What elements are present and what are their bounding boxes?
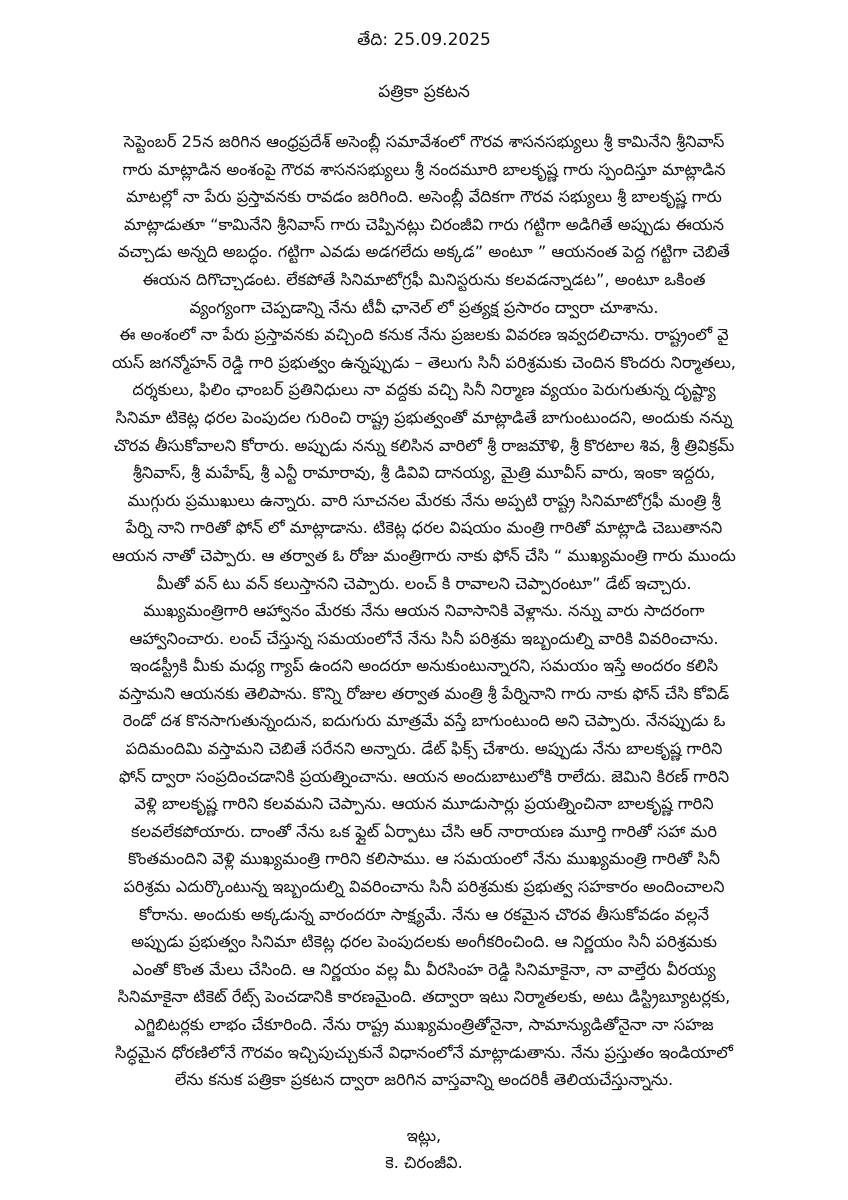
closing-line: ఇట్లు,: [406, 1125, 442, 1145]
body-line: ఇండస్ట్రీకి మీకు మధ్య గ్యాప్ ఉందని అందరూ అనుకుంటున్నారని, సమయం ఇస్తే అందరం కలిసి: [129, 656, 719, 676]
body-line: యస్ జగన్మోహన్ రెడ్డి గారి ప్రభుత్వం ఉన్నప్పుడు – తెలుగు సినీ పరిశ్రమకు చెందిన కొందరు నిర్మాతలు,: [112, 352, 736, 372]
body-line: సినిమాకైనా టికెట్ రేట్స్ పెంచడానికి కారణమైంది. తద్వారా ఇటు నిర్మాతలకు, అటు డిస్ట్రిబ్యూటర్లకు,: [117, 987, 731, 1007]
body-line: కలవలేకపోయారు. దాంతో నేను ఒక ఫ్లైట్ ఏర్పాటు చేసి ఆర్ నారాయణ మూర్తి గారితో సహా మరి: [131, 821, 717, 841]
body-line: ఆయన నాతో చెప్పారు. ఆ తర్వాత ఓ రోజు మంత్రిగారు నాకు ఫోన్ చేసి “ ముఖ్యమంత్రి గారు ముందు: [112, 545, 736, 565]
body-line: ఎగ్జిబిటర్లకు లాభం చేకూరింది. నేను రాష్ట్ర ముఖ్యమంత్రితోనైనా, సామాన్యుడితోనైనా నా సహజ: [134, 1015, 714, 1034]
body-line: వెళ్లి బాలకృష్ణ గారిని కలవమని చెప్పాను. ఆయన మూడుసార్లు ప్రయత్నించినా బాలకృష్ణ గారిని: [134, 794, 714, 814]
body-line: వ్యంగ్యంగా చెప్పడాన్ని నేను టీవీ ఛానెల్ లో ప్రత్యక్ష ప్రసారం ద్వారా చూశాను.: [189, 297, 659, 317]
body-line: మాటల్లో నా పేరు ప్రస్తావనకు రావడం జరిగింది. అసెంబ్లీ వేదికగా గౌరవ సభ్యులు శ్రీ బాలకృష్ణ గారు: [126, 187, 722, 207]
signature-line: కె. చిరంజీవి.: [385, 1152, 463, 1172]
body-line: ఆహ్వానించారు. లంచ్ చేస్తున్న సమయంలోనే నేను సినీ పరిశ్రమ ఇబ్బందుల్ని వారికి వివరించాను.: [129, 628, 719, 648]
body-line: శ్రీనివాస్, శ్రీ మహేష్, శ్రీ ఎన్టీ రామారావు, శ్రీ డివివి దానయ్య, మైత్రి మూవీస్ వారు, ఇంకా ఇద్దరు,: [132, 463, 716, 483]
body-line: ఈ అంశంలో నా పేరు ప్రస్తావనకు వచ్చింది కనుక నేను ప్రజలకు వివరణ ఇవ్వదలిచాను. రాష్ట్రంలో వై: [119, 325, 729, 345]
body-line: సెప్టెంబర్ 25న జరిగిన ఆంధ్రప్రదేశ్ అసెంబ్లీ సమావేశంలో గౌరవ శాసనసభ్యులు శ్రీ కామినేని శ్రీనివాస్: [123, 132, 725, 151]
body-line: ఫోన్ ద్వారా సంప్రదించడానికి ప్రయత్నించాను. ఆయన అందుబాటులోకి రాలేదు. జెమిని కిరణ్ గారిని: [118, 766, 730, 786]
body-line: ముగ్గురు ప్రముఖులు ఉన్నారు. వారి సూచనల మేరకు నేను అప్పటి రాష్ట్ర సినిమాటోగ్రఫీ మంత్రి శ్రీ: [127, 490, 721, 510]
body-line: కోరాను. అందుకు అక్కడున్న వారందరూ సాక్ష్యమే. నేను ఆ రకమైన చొరవ తీసుకోవడం వల్లనే: [139, 904, 709, 924]
body-line: రెండో దశ కొనసాగుతున్నందున, ఐదుగురు మాత్రమే వస్తే బాగుంటుంది అని చెప్పారు. నేనప్పుడు ఓ: [122, 711, 726, 731]
body-line: సినిమా టికెట్ల ధరల పెంపుదల గురించి రాష్ట్ర ప్రభుత్వంతో మాట్లాడితే బాగుంటుందని, అందుకు నన్ను: [115, 407, 733, 427]
body-line: గారు మాట్లాడిన అంశంపై గౌరవ శాసనసభ్యులు శ్రీ నందమూరి బాలకృష్ణ గారు స్పందిస్తూ మాట్లాడిన: [122, 159, 726, 179]
signoff-block: [58, 1122, 790, 1176]
body-line: ఈయన దిగొచ్చాడంట. లేకపోతే సినిమాటోగ్రఫీ మినిస్టరును కలవడన్నాడట”, అంటూ ఒకింత: [142, 269, 706, 289]
body-line: పేర్ని నాని గారితో ఫోన్ లో మాట్లాడాను. టికెట్ల ధరల విషయం మంత్రి గారితో మాట్లాడి చెబుతానని: [125, 518, 723, 538]
body-line: వచ్చాడు అన్నది అబద్ధం. గట్టిగా ఎవడు అడగలేదు అక్కడ” అంటూ ” ఆయనంత పెద్ద గట్టిగా చెబితే: [118, 242, 730, 262]
body-line: పదిమందిమి వస్తామని చెబితే సరేనని అన్నారు. డేట్ ఫిక్స్ చేశారు. అప్పుడు నేను బాలకృష్ణ గారిని: [125, 739, 723, 759]
body-line: ముఖ్యమంత్రిగారి ఆహ్వానం మేరకు నేను ఆయన నివాసానికి వెళ్లాను. నన్ను వారు సాదరంగా: [143, 601, 705, 621]
body-line: కొంతమందిని వెళ్లి ముఖ్యమంత్రి గారిని కలిసాము. ఆ సమయంలో నేను ముఖ్యమంత్రి గారితో సినీ: [127, 849, 721, 869]
body-line: ఎంతో కొంత మేలు చేసింది. ఆ నిర్ణయం వల్ల మీ వీరసింహ రెడ్డి సినిమాకైనా, నా వాల్తేరు వీరయ్య: [132, 959, 716, 979]
body-line: వస్తామని ఆయనకు తెలిపాను. కొన్ని రోజుల తర్వాత మంత్రి శ్రీ పేర్నినాని గారు నాకు ఫోన్ చేసి కోవిడ్: [118, 683, 730, 703]
body-line: సిద్ధమైన ధోరణిలోనే గౌరవం ఇచ్చిపుచ్చుకునే విధానంలోనే మాట్లాడుతాను. నేను ప్రస్తుతం ఇండియాలో: [115, 1042, 733, 1062]
body-line: మాట్లాడుతూ “కామినేని శ్రీనివాస్ గారు చెప్పినట్లు చిరంజీవి గారు గట్టిగా అడిగితే అప్పుడు ఈయన: [124, 214, 724, 234]
body-line: అప్పుడు ప్రభుత్వం సినిమా టికెట్ల ధరల పెంపుదలకు అంగీకరించింది. ఆ నిర్ణయం సినీ పరిశ్రమకు: [131, 932, 717, 952]
body-line: లేను కనుక పత్రికా ప్రకటన ద్వారా జరిగిన వాస్తవాన్ని అందరికీ తెలియచేస్తున్నాను.: [174, 1070, 674, 1090]
date-line: తేది: 25.09.2025: [357, 30, 491, 50]
body-line: దర్శకులు, ఫిలిం ఛాంబర్ ప్రతినిధులు నా వద్దకు వచ్చి సినీ నిర్మాణ వ్యయం పెరుగుతున్న దృష్ట్యా: [132, 380, 716, 400]
body-text: [58, 128, 790, 1094]
body-line: మీతో వన్ టు వన్ కలుస్తానని చెప్పారు. లంచ్ కి రావాలని చెప్పారంటూ” డేట్ ఇచ్చారు.: [156, 573, 692, 593]
body-line: పరిశ్రమ ఎదుర్కొంటున్న ఇబ్బందుల్ని వివరించాను సినీ పరిశ్రమకు ప్రభుత్వ సహకారం అందించాలని: [123, 877, 725, 897]
body-line: చొరవ తీసుకోవాలని కోరారు. అప్పుడు నన్ను కలిసిన వారిలో శ్రీ రాజమౌళి, శ్రీ కొరటాల శివ, శ్రీ త్రివిక్రమ్: [113, 435, 735, 455]
document-heading: పత్రికా ప్రకటన: [378, 82, 470, 102]
